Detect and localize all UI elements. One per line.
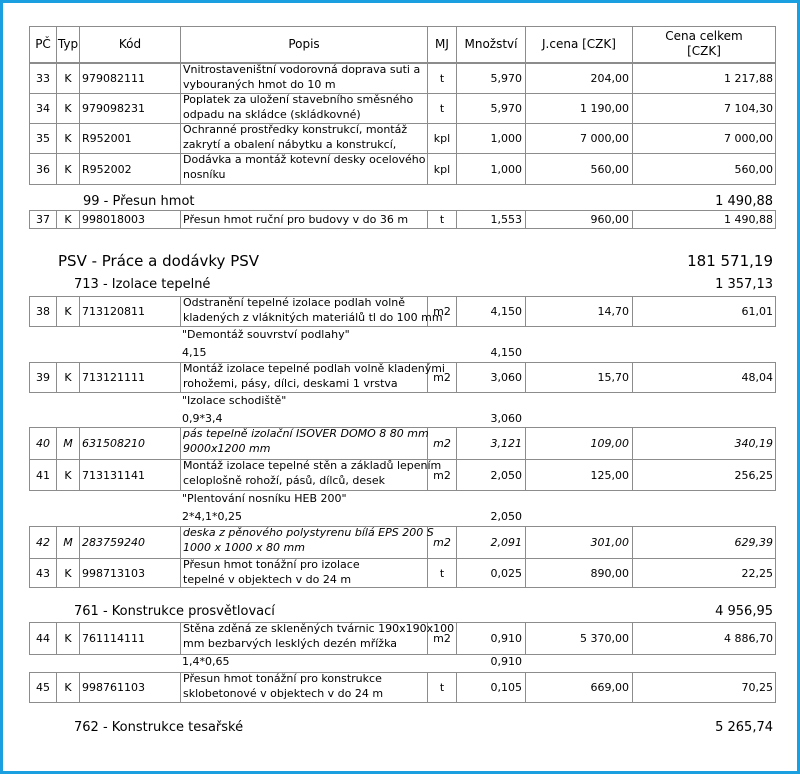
cell-typ: K xyxy=(64,213,72,226)
header-cena-unit: [CZK] xyxy=(687,44,721,58)
cell-typ: K xyxy=(64,163,72,176)
cell-description: pás tepelně izolační ISOVER DOMO 8 80 mm xyxy=(183,427,429,440)
cell-unit-price: 301,00 xyxy=(590,536,629,549)
calc-note: "Demontáž souvrství podlahy" xyxy=(182,328,350,341)
cell-pc: 34 xyxy=(36,102,50,115)
cell-description: Odstranění tepelné izolace podlah volně xyxy=(183,296,405,309)
section-total: 1 490,88 xyxy=(715,194,773,209)
cell-unit-price: 14,70 xyxy=(597,305,629,318)
section-total: 4 956,95 xyxy=(715,604,773,619)
cell-description-line2: vybouraných hmot do 10 m xyxy=(183,78,336,91)
cell-description-line2: rohožemi, pásy, dílci, deskami 1 vrstva xyxy=(183,377,398,390)
cell-quantity: 1,000 xyxy=(490,132,522,145)
cell-description-line2: 9000x1200 mm xyxy=(183,442,271,455)
cell-typ: K xyxy=(64,567,72,580)
cell-description: Montáž izolace tepelné podlah volně kladenými xyxy=(183,362,445,375)
cell-typ: K xyxy=(64,469,72,482)
cell-unit-price: 204,00 xyxy=(590,72,629,85)
cell-unit-price: 5 370,00 xyxy=(580,632,629,645)
cell-pc: 42 xyxy=(36,536,50,549)
cell-kod: 283759240 xyxy=(82,536,145,549)
cell-total: 7 000,00 xyxy=(724,132,773,145)
cell-total: 256,25 xyxy=(734,469,773,482)
cell-pc: 40 xyxy=(36,437,50,450)
cell-description-line2: 1000 x 1000 x 80 mm xyxy=(183,541,305,554)
cell-total: 48,04 xyxy=(741,371,773,384)
calc-quantity: 2,050 xyxy=(490,510,522,523)
cell-unit-price: 890,00 xyxy=(590,567,629,580)
cell-kod: 713131141 xyxy=(82,469,145,482)
cell-mj: t xyxy=(439,681,445,694)
cell-unit-price: 1 190,00 xyxy=(580,102,629,115)
cell-description: Přesun hmot tonážní pro izolace xyxy=(183,558,360,571)
section-total: 1 357,13 xyxy=(715,277,773,292)
cell-typ: K xyxy=(64,132,72,145)
cell-description: Ochranné prostředky konstrukcí, montáž xyxy=(183,123,408,136)
cell-unit-price: 669,00 xyxy=(590,681,629,694)
cell-mj: kpl xyxy=(433,163,451,176)
cell-pc: 45 xyxy=(36,681,50,694)
section-total: 5 265,74 xyxy=(715,720,773,735)
cell-kod: 713120811 xyxy=(82,305,145,318)
cell-quantity: 2,091 xyxy=(490,536,522,549)
cell-description: Přesun hmot tonážní pro konstrukce xyxy=(183,672,382,685)
cell-kod: 761114111 xyxy=(82,632,145,645)
cell-description-line2: odpadu na skládce (skládkovné) xyxy=(183,108,361,121)
cell-description: Vnitrostaveništní vodorovná doprava suti a xyxy=(183,63,421,76)
cell-description: Přesun hmot ruční pro budovy v do 36 m xyxy=(183,213,409,226)
cell-mj: kpl xyxy=(433,132,451,145)
cell-kod: 713121111 xyxy=(82,371,145,384)
cell-unit-price: 15,70 xyxy=(597,371,629,384)
cell-mj: t xyxy=(439,213,445,226)
cell-total: 22,25 xyxy=(741,567,773,580)
header-pc: PČ xyxy=(35,37,51,51)
cell-quantity: 3,121 xyxy=(490,437,522,450)
cell-pc: 35 xyxy=(36,132,50,145)
cell-mj: m2 xyxy=(433,305,451,318)
section-title: 99 - Přesun hmot xyxy=(83,194,195,209)
cell-typ: K xyxy=(64,102,72,115)
cell-quantity: 0,105 xyxy=(490,681,522,694)
cell-description: Montáž izolace tepelné stěn a základů lepením xyxy=(183,459,442,472)
cell-pc: 38 xyxy=(36,305,50,318)
cell-description-line2: kladených z vláknitých materiálů tl do 100 mm xyxy=(183,311,443,324)
cell-quantity: 5,970 xyxy=(490,102,522,115)
cell-kod: R952002 xyxy=(82,163,132,176)
cell-description-line2: tepelné v objektech v do 24 m xyxy=(183,573,352,586)
section-title: 762 - Konstrukce tesařské xyxy=(74,720,244,735)
cell-description: Poplatek za uložení stavebního směsného xyxy=(183,93,414,106)
cell-total: 340,19 xyxy=(734,437,773,450)
cell-pc: 37 xyxy=(36,213,50,226)
cell-unit-price: 560,00 xyxy=(590,163,629,176)
calc-formula: 2*4,1*0,25 xyxy=(182,510,242,523)
header-mj: MJ xyxy=(435,37,449,51)
cell-pc: 43 xyxy=(36,567,50,580)
cell-quantity: 4,150 xyxy=(490,305,522,318)
cell-total: 7 104,30 xyxy=(724,102,773,115)
cell-mj: t xyxy=(439,72,445,85)
cell-mj: m2 xyxy=(433,536,451,549)
cell-quantity: 2,050 xyxy=(490,469,522,482)
cell-description-line2: celoplošně rohoží, pásů, dílců, desek xyxy=(183,474,386,487)
cell-mj: m2 xyxy=(433,437,451,450)
cell-description: deska z pěnového polystyrenu bílá EPS 200 S xyxy=(183,526,434,539)
cell-kod: 631508210 xyxy=(82,437,145,450)
cell-total: 4 886,70 xyxy=(724,632,773,645)
header-cena-celkem: Cena celkem xyxy=(665,29,743,43)
header-typ: Typ xyxy=(57,37,79,51)
cell-mj: m2 xyxy=(433,632,451,645)
cell-kod: 998018003 xyxy=(82,213,145,226)
calc-quantity: 0,910 xyxy=(490,655,522,668)
cell-kod: R952001 xyxy=(82,132,132,145)
calc-quantity: 3,060 xyxy=(490,412,522,425)
cell-pc: 44 xyxy=(36,632,50,645)
cell-mj: m2 xyxy=(433,469,451,482)
cell-kod: 998761103 xyxy=(82,681,145,694)
cell-description-line2: sklobetonové v objektech v do 24 m xyxy=(183,687,384,700)
cell-kod: 979098231 xyxy=(82,102,145,115)
cell-mj: t xyxy=(439,102,445,115)
cell-typ: K xyxy=(64,632,72,645)
calc-quantity: 4,150 xyxy=(490,346,522,359)
cell-mj: m2 xyxy=(433,371,451,384)
cell-description: Dodávka a montáž kotevní desky ocelového xyxy=(183,153,426,166)
cell-quantity: 1,553 xyxy=(490,213,522,226)
cell-quantity: 3,060 xyxy=(490,371,522,384)
cell-quantity: 1,000 xyxy=(490,163,522,176)
cell-total: 1 490,88 xyxy=(724,213,773,226)
cell-pc: 39 xyxy=(36,371,50,384)
calc-note: "Plentování nosníku HEB 200" xyxy=(182,492,347,505)
cell-typ: M xyxy=(63,437,73,450)
cell-pc: 33 xyxy=(36,72,50,85)
cell-typ: K xyxy=(64,681,72,694)
cell-kod: 998713103 xyxy=(82,567,145,580)
cell-quantity: 5,970 xyxy=(490,72,522,85)
header-mnozstvi: Množství xyxy=(464,37,518,51)
cell-description-line2: nosníku xyxy=(183,168,226,181)
cell-kod: 979082111 xyxy=(82,72,145,85)
cell-unit-price: 960,00 xyxy=(590,213,629,226)
section-total: 181 571,19 xyxy=(687,252,773,270)
cell-typ: K xyxy=(64,305,72,318)
cell-total: 61,01 xyxy=(741,305,773,318)
cell-total: 70,25 xyxy=(741,681,773,694)
cell-pc: 41 xyxy=(36,469,50,482)
cell-typ: M xyxy=(63,536,73,549)
section-title: PSV - Práce a dodávky PSV xyxy=(58,252,260,270)
section-title: 713 - Izolace tepelné xyxy=(74,277,211,292)
header-kod: Kód xyxy=(118,37,142,51)
cell-unit-price: 109,00 xyxy=(590,437,629,450)
calc-formula: 1,4*0,65 xyxy=(182,655,230,668)
cell-mj: t xyxy=(439,567,445,580)
header-jcena: J.cena [CZK] xyxy=(542,37,616,51)
cell-pc: 36 xyxy=(36,163,50,176)
calc-formula: 0,9*3,4 xyxy=(182,412,223,425)
cell-total: 560,00 xyxy=(734,163,773,176)
cell-typ: K xyxy=(64,72,72,85)
calc-note: "Izolace schodiště" xyxy=(182,394,287,407)
cell-quantity: 0,025 xyxy=(490,567,522,580)
cell-quantity: 0,910 xyxy=(490,632,522,645)
cell-total: 1 217,88 xyxy=(724,72,773,85)
cell-unit-price: 7 000,00 xyxy=(580,132,629,145)
cell-description-line2: mm bezbarvých lesklých dezén mřížka xyxy=(183,637,397,650)
cell-total: 629,39 xyxy=(734,536,773,549)
cell-typ: K xyxy=(64,371,72,384)
section-title: 761 - Konstrukce prosvětlovací xyxy=(74,604,275,619)
cell-description-line2: zakrytí a obalení nábytku a konstrukcí, xyxy=(183,138,397,151)
calc-formula: 4,15 xyxy=(182,346,207,359)
cell-description: Stěna zděná ze skleněných tvárnic 190x190x100 xyxy=(183,622,455,635)
cell-unit-price: 125,00 xyxy=(590,469,629,482)
header-popis: Popis xyxy=(288,37,320,51)
